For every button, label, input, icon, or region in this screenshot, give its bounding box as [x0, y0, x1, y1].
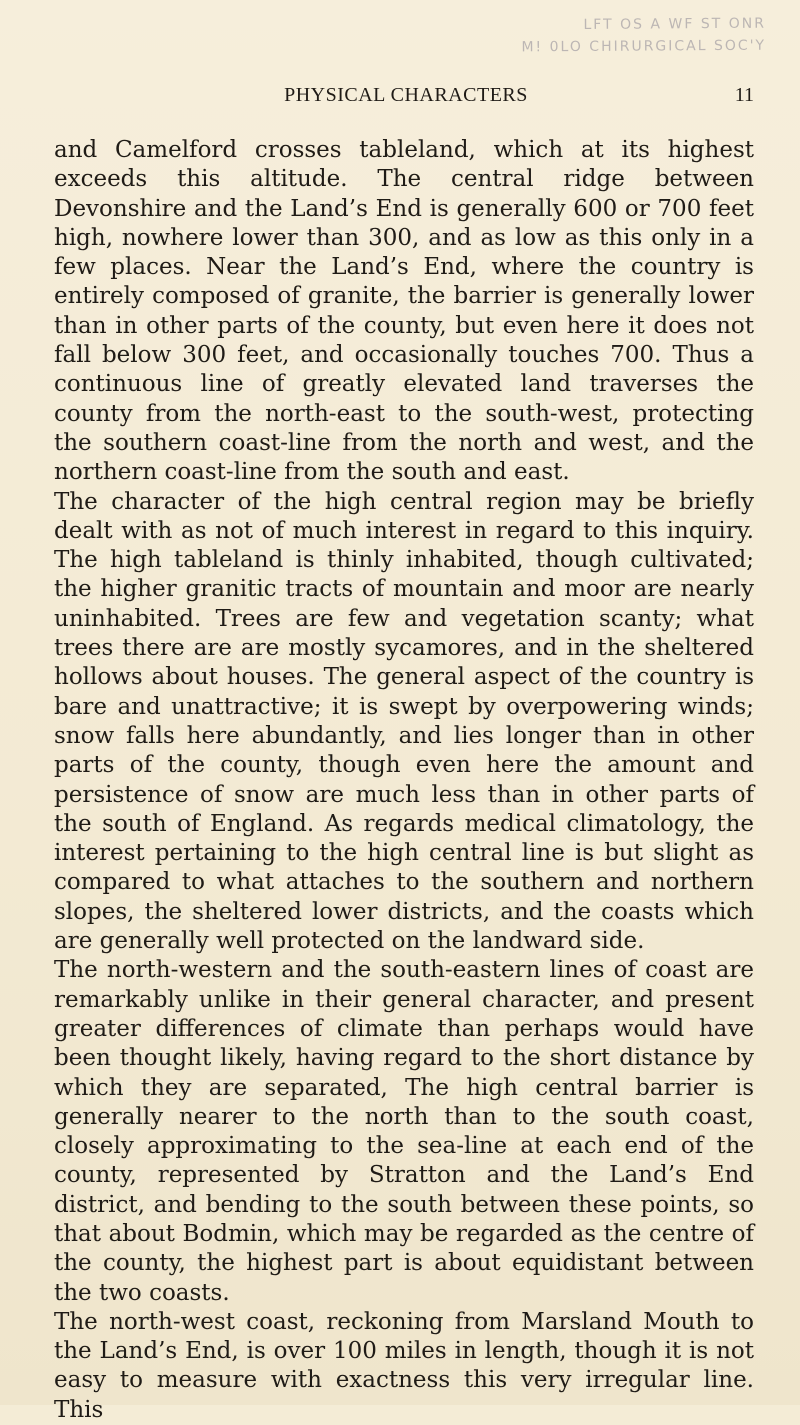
- page-header: [58, 84, 754, 110]
- paragraph-3: The north-western and the south-eastern lines of coast are remarkably unlike in their general character, and present greater differences of climate than perhaps would have been thought likely, having regard to the short distance by which they are separated, The high central barrier is generally nearer to the north than to the south coast, closely approximating to the sea-line at each end of the county, represented by Stratton and the Land’s End district, and bending to the south between these points, so that about Bodmin, which may be regarded as the centre of the county, the highest part is about equidistant between the two coasts.: [54, 957, 754, 1306]
- library-stamp: [386, 13, 766, 60]
- running-head: PHYSICAL CHARACTERS: [284, 84, 528, 106]
- paragraph-1: and Camelford crosses tableland, which at its highest exceeds this altitude. The central ridge between Devonshire and the Land’s End is generally 600 or 700 feet high, nowhere lower than 300, and as low as this only in a few places. Near the Land’s End, where the country is entirely composed of granite, the barrier is generally lower than in other parts of the county, but even here it does not fall below 300 feet, and occasionally touches 700. Thus a continuous line of greatly elevated land traverses the county from the north-east to the south-west, protecting the southern coast-line from the north and west, and the northern coast-line from the south and east.: [54, 137, 754, 486]
- paragraph-2: The character of the high central region may be briefly dealt with as not of much interest in regard to this inquiry. The high tableland is thinly inhabited, though cultivated; the higher granitic tracts of mountain and moor are nearly uninhabited. Trees are few and vegetation scanty; what trees there are are mostly sycamores, and in the sheltered hollows about houses. The general aspect of the country is bare and unattractive; it is swept by overpowering winds; snow falls here abundantly, and lies longer than in other parts of the county, though even here the amount and persistence of snow are much less than in other parts of the south of England. As regards medical climatology, the interest pertaining to the high central line is but slight as compared to what attaches to the southern and northern slopes, the sheltered lower districts, and the coasts which are generally well protected on the landward side.: [54, 488, 754, 955]
- page-number: 11: [734, 84, 754, 106]
- stamp-line-1: LFT OS A WF ST ONR: [583, 15, 766, 33]
- paragraph-4: The north-west coast, reckoning from Marsland Mouth to the Land’s End, is over 100 miles in length, though it is not easy to measure with exactness this very irregular line. This: [54, 1308, 754, 1423]
- stamp-line-2: M! 0LO CHIRURGICAL SOC'Y: [521, 37, 767, 56]
- body-text: [54, 136, 754, 1425]
